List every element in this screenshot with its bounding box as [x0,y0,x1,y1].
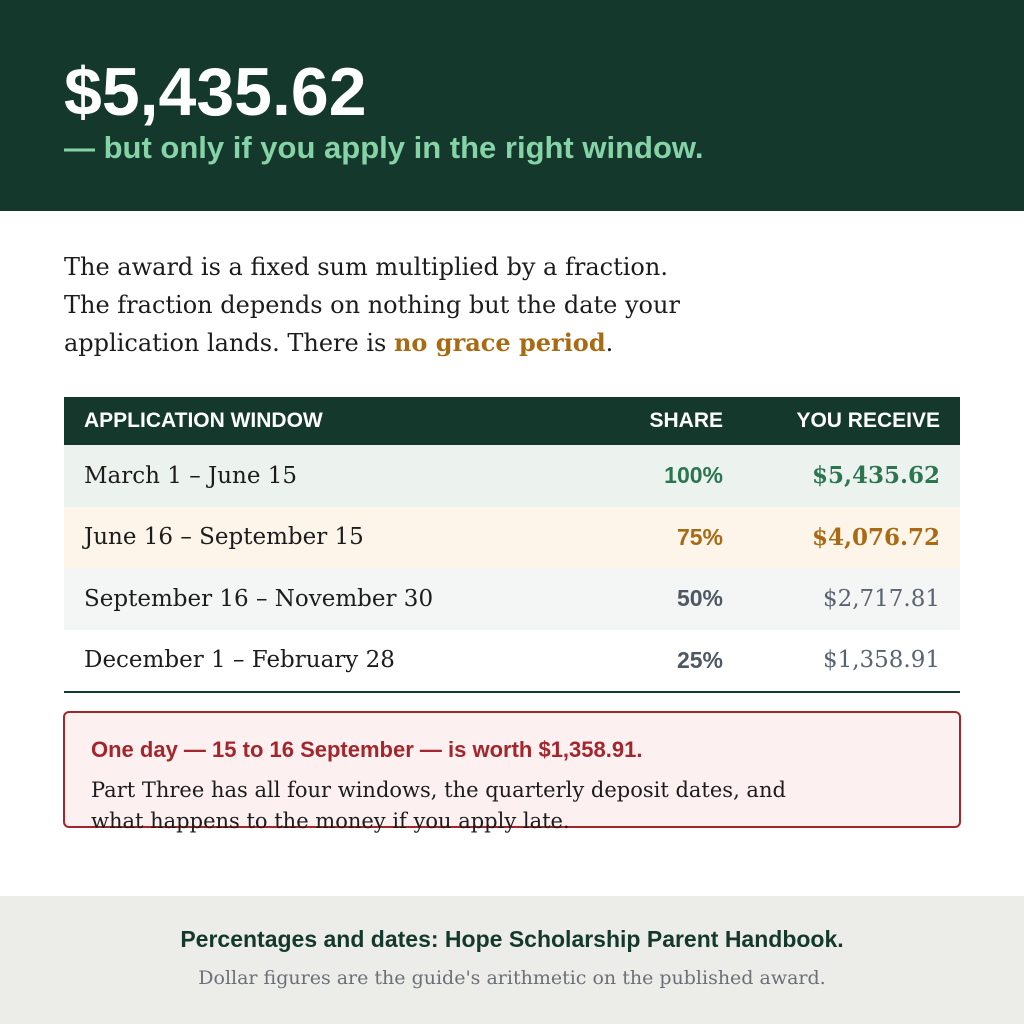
row-window: September 16 – November 30 [84,585,434,612]
intro-line-3-end: . [605,329,614,357]
row-receive: $1,358.91 [822,647,940,674]
header-application-window: APPLICATION WINDOW [84,409,323,432]
footer-source [0,896,1024,1024]
header-share: SHARE [649,409,723,432]
row-receive: $5,435.62 [811,462,940,490]
award-table [64,397,960,693]
row-share: 50% [676,585,723,612]
footer-source-line: Percentages and dates: Hope Scholarship Parent Handbook. [180,926,844,952]
row-window: March 1 – June 15 [84,462,298,489]
callout-title: One day — 15 to 16 September — is worth $1,358.91. [91,737,643,762]
award-amount: $5,435.62 [64,54,367,130]
header-banner [0,0,1024,211]
footer-note: Dollar figures are the guide's arithmetic on the published award. [198,967,826,989]
warning-callout [63,711,961,833]
table-row [64,445,960,507]
row-share: 25% [676,646,723,673]
intro-line-2: The fraction depends on nothing but the date your [64,291,680,319]
callout-body: Part Three has all four windows, the quarterly deposit dates, and what happens to the money if you apply late. [91,778,786,833]
row-share: 100% [664,462,723,489]
intro-line-3: application lands. There is [64,329,394,357]
header-subhead: — but only if you apply in the right window. [64,130,704,165]
intro-line-1: The award is a fixed sum multiplied by a fraction. [64,253,668,281]
table-row [64,507,960,569]
table-row [64,568,960,630]
row-window: December 1 – February 28 [84,647,395,674]
intro-paragraph [64,248,684,362]
no-grace-period-emphasis: no grace period [393,328,606,357]
table-row [64,630,960,692]
row-receive: $4,076.72 [811,523,940,551]
table-bottom-rule [64,691,960,693]
row-window: June 16 – September 15 [84,524,364,551]
row-receive: $2,717.81 [822,585,940,612]
header-you-receive: YOU RECEIVE [796,409,940,432]
row-share: 75% [676,523,723,550]
table-header [64,397,960,445]
